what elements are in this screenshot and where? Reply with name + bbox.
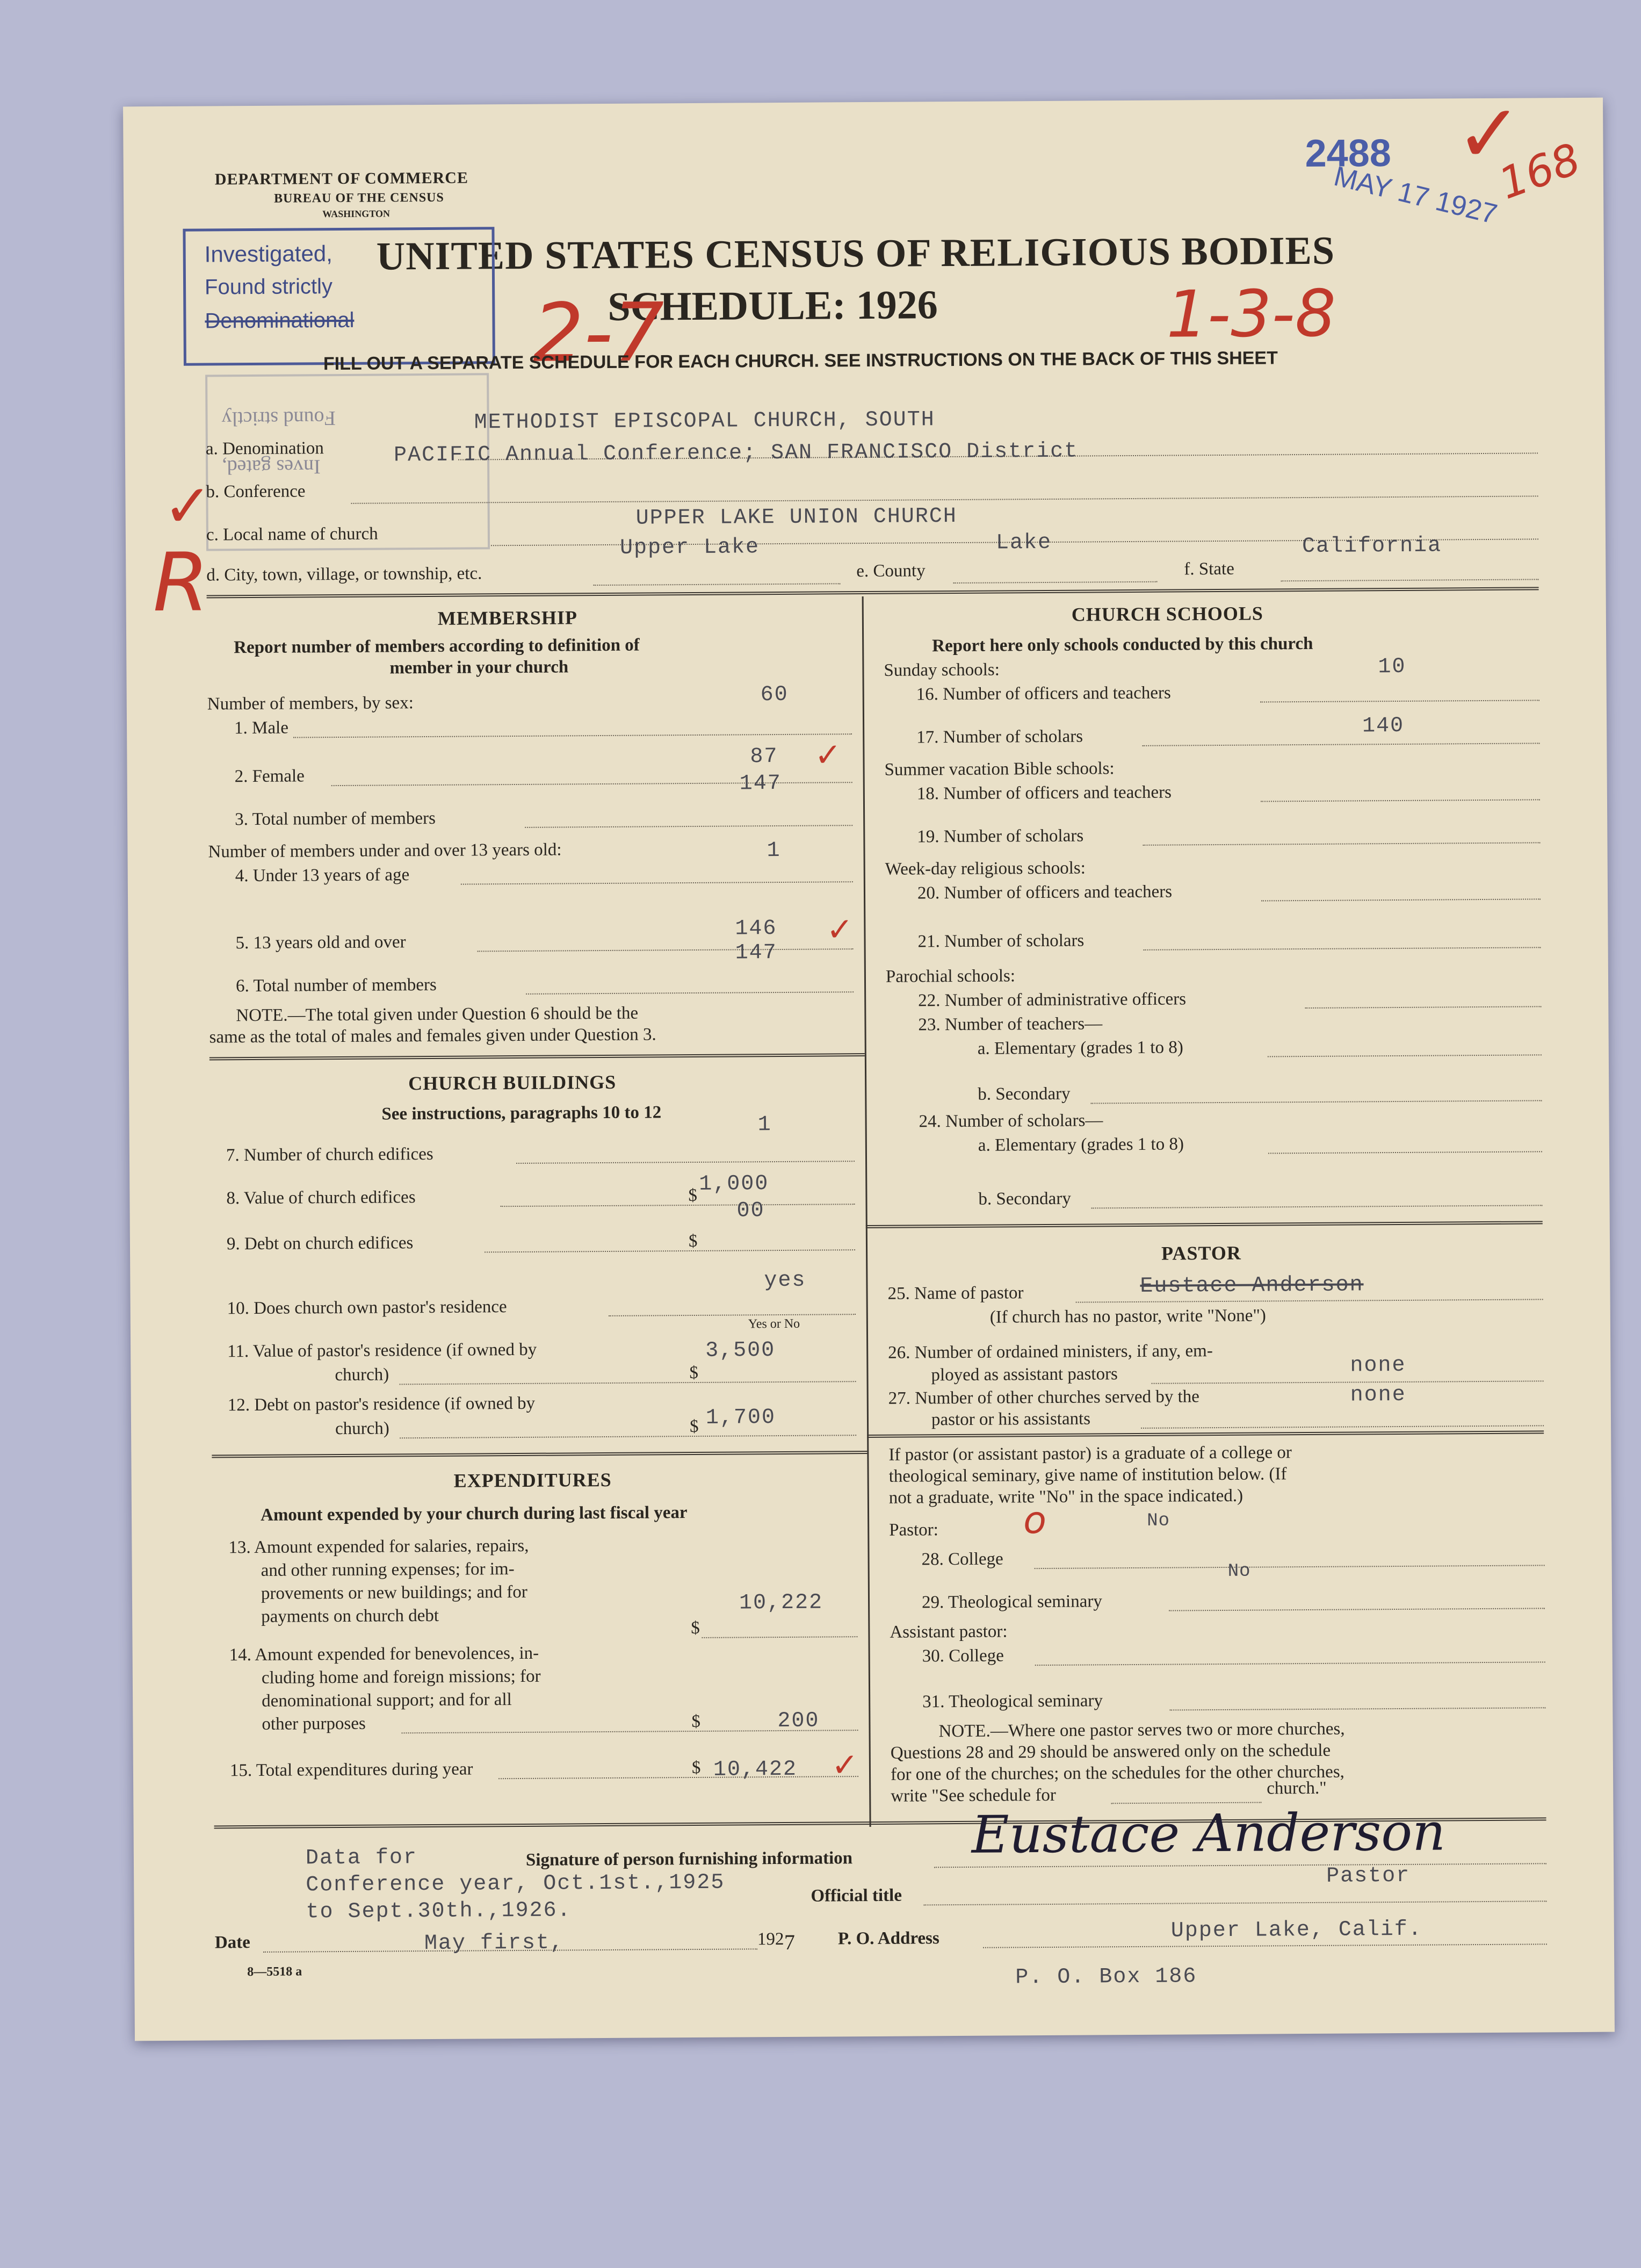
state-label: f. State: [1184, 559, 1234, 579]
q6-label: 6. Total number of members: [235, 975, 437, 996]
sunday-schools-label: Sunday schools:: [884, 660, 1000, 680]
q25-label: 25. Name of pastor: [887, 1283, 1024, 1304]
red-r-mark: R: [152, 536, 209, 630]
q7-label: 7. Number of church edifices: [226, 1144, 433, 1165]
dollar-sign-15: $: [691, 1758, 701, 1778]
red-check-left-icon: ✓: [163, 471, 213, 541]
members-by-age: Number of members under and over 13 years old:: [208, 840, 562, 862]
q24a-label: a. Elementary (grades 1 to 8): [978, 1134, 1184, 1155]
parochial-schools-label: Parochial schools:: [885, 966, 1016, 987]
pastor-note-1: NOTE.—Where one pastor serves two or more churches,: [938, 1719, 1345, 1741]
assistant-ministers-value: none: [1350, 1353, 1406, 1378]
q4-label: 4. Under 13 years of age: [235, 865, 410, 886]
q8-label: 8. Value of church edifices: [226, 1187, 416, 1208]
po-box-value: P. O. Box 186: [1015, 1964, 1197, 1990]
buildings-intro: See instructions, paragraphs 10 to 12: [381, 1103, 662, 1124]
benevolence-value: 200: [777, 1709, 820, 1734]
q13-label-1: 13. Amount expended for salaries, repairs,: [228, 1536, 529, 1558]
pastor-note-5: church.": [1267, 1778, 1327, 1798]
graduate-instruction-3: not a graduate, write "No" in the space indicated.): [888, 1486, 1244, 1508]
membership-intro-2: member in your church: [389, 657, 569, 678]
dollar-sign-11: $: [689, 1363, 699, 1383]
q19-label: 19. Number of scholars: [917, 826, 1084, 847]
q15-label: 15. Total expenditures during year: [229, 1759, 473, 1781]
q14-label-2: cluding home and foreign missions; for: [261, 1666, 541, 1688]
expenditures-intro: Amount expended by your church during last fiscal year: [260, 1503, 688, 1525]
red-code-right: 1-3-8: [1166, 276, 1336, 352]
conference-value: PACIFIC Annual Conference; SAN FRANCISCO District: [393, 439, 1079, 468]
dollar-sign-9: $: [688, 1231, 698, 1251]
membership-note-2: same as the total of males and females given under Question 3.: [209, 1025, 656, 1047]
q26-label-1: 26. Number of ordained ministers, if any, em-: [888, 1341, 1213, 1363]
red-tick-expenditures-icon: ✓: [831, 1746, 859, 1784]
sunday-officers-value: 10: [1378, 654, 1406, 680]
yes-no-hint: Yes or No: [748, 1316, 800, 1331]
typed-conference-year: Conference year, Oct.1st.,1925: [306, 1870, 725, 1898]
seminary-value: No: [1227, 1561, 1251, 1582]
owns-residence-value: yes: [764, 1268, 806, 1293]
q18-label: 18. Number of officers and teachers: [916, 782, 1172, 804]
q11-label-2: church): [335, 1365, 389, 1385]
q14-label-1: 14. Amount expended for benevolences, in-: [229, 1643, 539, 1665]
schools-heading: CHURCH SCHOOLS: [1071, 602, 1264, 625]
church-name-label: c. Local name of church: [206, 524, 378, 545]
census-schedule-sheet: [123, 87, 1615, 2041]
instruction-banner: FILL OUT A SEPARATE SCHEDULE FOR EACH CHURCH. SEE INSTRUCTIONS ON THE BACK OF THIS SHEET: [323, 348, 1278, 375]
membership-heading: MEMBERSHIP: [437, 607, 577, 629]
denomination-label: a. Denomination: [205, 438, 324, 459]
residence-debt-value: 1,700: [705, 1406, 776, 1430]
schools-intro: Report here only schools conducted by this church: [932, 633, 1313, 656]
q11-label-1: 11. Value of pastor's residence (if owned by: [227, 1340, 537, 1362]
q30-label: 30. College: [922, 1646, 1004, 1666]
received-date-stamp: MAY 17 1927: [1331, 160, 1500, 231]
stamp-line-investigated: Investigated,: [204, 241, 333, 267]
year-digit: 7: [784, 1929, 796, 1954]
q24b-label: b. Secondary: [978, 1189, 1071, 1209]
official-title-value: Pastor: [1326, 1863, 1411, 1889]
state-value: California: [1302, 534, 1442, 559]
po-address-label: P. O. Address: [837, 1928, 939, 1949]
stamp-line-found: Found strictly: [204, 275, 333, 299]
membership-note-1: NOTE.—The total given under Question 6 should be the: [236, 1003, 639, 1026]
q13-label-3: provements or new buildings; and for: [261, 1582, 527, 1603]
date-value: May first,: [424, 1931, 565, 1956]
red-circle-mark: o: [1023, 1497, 1047, 1543]
church-name-value: UPPER LAKE UNION CHURCH: [635, 504, 957, 531]
stamp-mirror-line-1: Found strictly: [221, 407, 336, 430]
dollar-sign-12: $: [689, 1416, 699, 1437]
conference-label: b. Conference: [206, 481, 306, 502]
q27-label-2: pastor or his assistants: [931, 1409, 1091, 1430]
pastor-subheading: Pastor:: [889, 1520, 939, 1540]
q10-label: 10. Does church own pastor's residence: [227, 1297, 507, 1319]
expenditures-heading: EXPENDITURES: [453, 1468, 612, 1492]
city-value: Upper Lake: [619, 535, 760, 560]
county-label: e. County: [856, 561, 926, 581]
q27-label-1: 27. Number of other churches served by the: [888, 1387, 1199, 1408]
q12-label-2: church): [335, 1419, 389, 1439]
other-churches-value: none: [1350, 1383, 1406, 1408]
total-expenditures-value: 10,422: [713, 1757, 798, 1782]
schedule-title: SCHEDULE: 1926: [608, 282, 938, 329]
edifices-count-value: 1: [757, 1113, 772, 1137]
red-check-mark-icon: ✓: [1455, 87, 1523, 182]
q13-label-4: payments on church debt: [261, 1605, 439, 1626]
running-expenses-value: 10,222: [739, 1590, 823, 1616]
po-address-value: Upper Lake, Calif.: [1170, 1917, 1423, 1943]
q20-label: 20. Number of officers and teachers: [917, 882, 1173, 903]
total-members-value: 147: [739, 771, 782, 796]
q12-label-1: 12. Debt on pastor's residence (if owned by: [227, 1393, 536, 1415]
bureau-heading: BUREAU OF THE CENSUS: [274, 190, 444, 206]
q24-label: 24. Number of scholars—: [919, 1111, 1103, 1132]
typed-sept-end: to Sept.30th.,1926.: [306, 1898, 572, 1925]
department-heading: DEPARTMENT OF COMMERCE: [214, 169, 468, 189]
q28-label: 28. College: [921, 1549, 1003, 1569]
q23b-label: b. Secondary: [978, 1084, 1071, 1104]
membership-intro-1: Report number of members according to definition of: [234, 635, 640, 658]
q14-label-3: denominational support; and for all: [262, 1690, 512, 1711]
q14-label-4: other purposes: [262, 1713, 366, 1734]
typed-data-for: Data for: [305, 1846, 418, 1871]
male-value: 60: [760, 682, 789, 708]
red-code-left: 2-7: [532, 286, 665, 380]
red-corner-number: 168: [1492, 133, 1587, 209]
members-by-sex: Number of members, by sex:: [207, 693, 414, 714]
form-title: UNITED STATES CENSUS OF RELIGIOUS BODIES: [376, 228, 1335, 279]
q31-label: 31. Theological seminary: [922, 1691, 1103, 1712]
year-label: 192: [757, 1929, 784, 1949]
q23a-label: a. Elementary (grades 1 to 8): [977, 1038, 1183, 1059]
date-label: Date: [214, 1933, 250, 1953]
pastor-note-3: for one of the churches; on the schedules for the other churches,: [890, 1762, 1344, 1784]
q16-label: 16. Number of officers and teachers: [916, 683, 1171, 704]
edifices-value-cents: 00: [736, 1199, 765, 1223]
county-value: Lake: [995, 530, 1052, 556]
pastor-name-value: Eustace Anderson: [1140, 1273, 1364, 1299]
sunday-scholars-value: 140: [1362, 714, 1405, 739]
dollar-sign-14: $: [691, 1711, 701, 1732]
under-13-value: 1: [767, 838, 781, 863]
denomination-value: METHODIST EPISCOPAL CHURCH, SOUTH: [474, 408, 935, 435]
over-13-value: 146: [735, 917, 777, 941]
red-tick-total-icon: ✓: [814, 736, 842, 774]
q23-label: 23. Number of teachers—: [918, 1014, 1103, 1035]
graduate-instruction-1: If pastor (or assistant pastor) is a graduate of a college or: [888, 1443, 1292, 1465]
red-tick-age-icon: ✓: [826, 911, 854, 949]
q9-label: 9. Debt on church edifices: [226, 1233, 414, 1254]
stamp-mirror-line-2: Inves gated,: [222, 455, 321, 479]
residence-value-value: 3,500: [705, 1338, 776, 1363]
q3-label: 3. Total number of members: [235, 808, 436, 830]
q1-label: 1. Male: [234, 718, 289, 738]
q2-label: 2. Female: [234, 766, 305, 787]
q17-label: 17. Number of scholars: [916, 726, 1083, 747]
q29-label: 29. Theological seminary: [921, 1592, 1102, 1612]
signature-label: Signature of person furnishing information: [525, 1848, 853, 1870]
received-number-stamp: 2488: [1305, 132, 1392, 176]
pastor-note-2: Questions 28 and 29 should be answered only on the schedule: [890, 1740, 1331, 1763]
graduate-instruction-2: theological seminary, give name of institution below. (If: [888, 1464, 1287, 1486]
stamp-line-denominational: Denominational: [205, 308, 355, 333]
total-members-age-value: 147: [735, 941, 777, 966]
official-title-label: Official title: [811, 1885, 902, 1906]
assistant-subheading: Assistant pastor:: [890, 1622, 1008, 1642]
dollar-sign-13: $: [691, 1618, 700, 1638]
q26-label-2: ployed as assistant pastors: [931, 1364, 1118, 1385]
buildings-heading: CHURCH BUILDINGS: [408, 1071, 617, 1095]
q25-note: (If church has no pastor, write "None"): [989, 1306, 1266, 1327]
q5-label: 5. 13 years old and over: [235, 932, 406, 953]
signature: Eustace Anderson: [971, 1802, 1446, 1865]
female-value: 87: [750, 745, 778, 769]
q22-label: 22. Number of administrative officers: [918, 989, 1187, 1011]
city-label: d. City, town, village, or township, etc.: [206, 564, 482, 585]
weekday-schools-label: Week-day religious schools:: [885, 858, 1086, 879]
edifices-value-value: 1,000: [699, 1172, 769, 1197]
summer-schools-label: Summer vacation Bible schools:: [884, 759, 1115, 780]
pastor-note-4: write "See schedule for: [891, 1785, 1056, 1806]
q13-label-2: and other running expenses; for im-: [261, 1559, 515, 1580]
college-value: No: [1147, 1510, 1170, 1531]
pastor-heading: PASTOR: [1161, 1242, 1241, 1264]
form-number: 8—5518 a: [247, 1964, 302, 1979]
dollar-sign-8: $: [688, 1185, 698, 1206]
city-heading: WASHINGTON: [322, 208, 391, 220]
q21-label: 21. Number of scholars: [917, 931, 1085, 952]
